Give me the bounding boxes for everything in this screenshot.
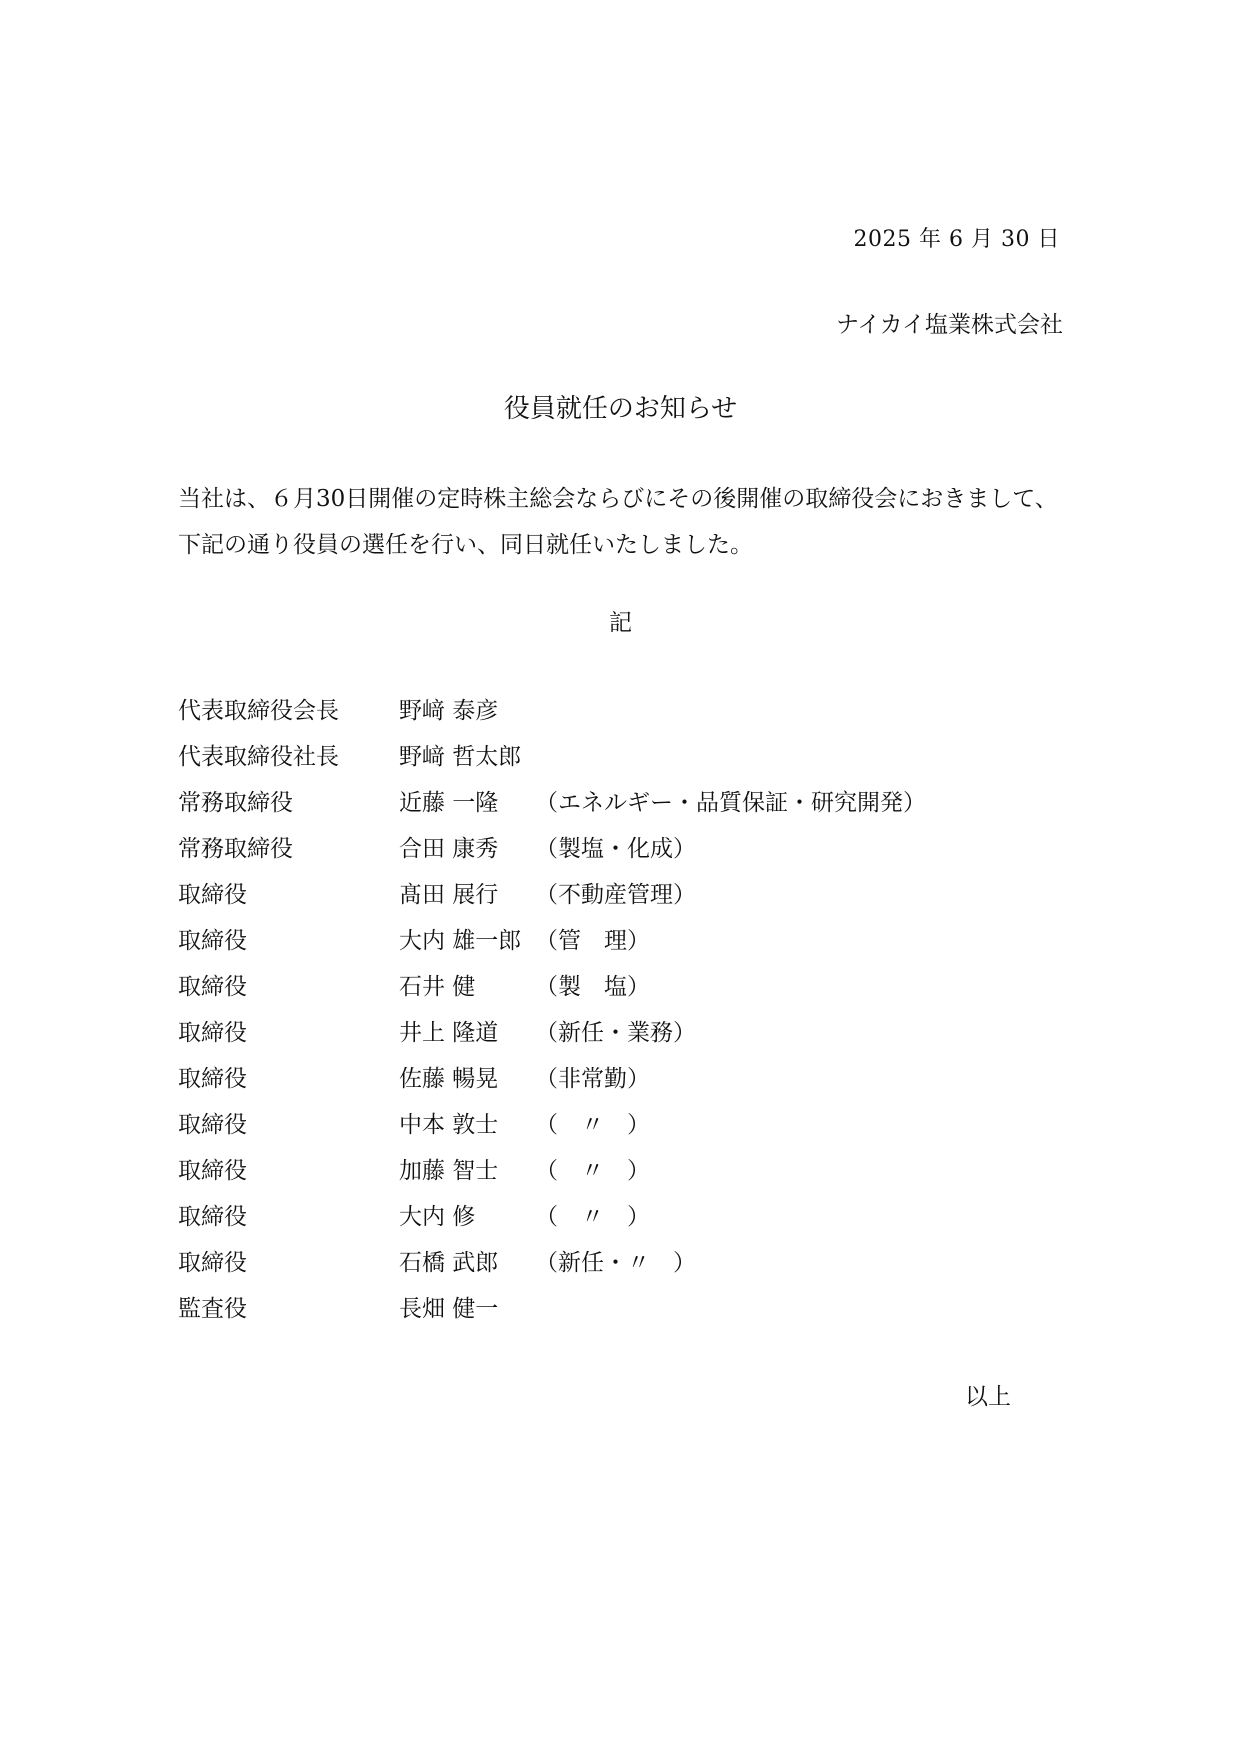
officer-row <box>178 826 978 872</box>
officer-name: 佐藤 暢晃 <box>399 1066 499 1092</box>
officer-role: 取締役 <box>178 928 247 954</box>
officer-name: 石橋 武郎 <box>399 1250 499 1276</box>
officer-name: 野﨑 泰彦 <box>399 698 499 724</box>
officer-name: 野﨑 哲太郎 <box>399 744 522 770</box>
notice-date: 2025 年 6 月 30 日 <box>853 227 1060 252</box>
officer-note: （管 理） <box>535 928 650 954</box>
officer-name: 中本 敦士 <box>399 1112 499 1138</box>
officer-name: 長畑 健一 <box>399 1296 499 1322</box>
officer-role: 取締役 <box>178 1020 247 1046</box>
officer-row <box>178 688 978 734</box>
officer-note: （非常勤） <box>535 1066 650 1092</box>
officer-name: 井上 隆道 <box>399 1020 499 1046</box>
officer-row <box>178 918 978 964</box>
officer-role: 取締役 <box>178 1250 247 1276</box>
closing-mark: 以上 <box>965 1384 1011 1410</box>
officer-name: 髙田 展行 <box>399 882 499 908</box>
officer-row <box>178 734 978 780</box>
officer-role: 代表取締役会長 <box>178 698 339 724</box>
officer-row <box>178 1240 978 1286</box>
officer-note: （新任・業務） <box>535 1020 696 1046</box>
officer-note: （新任・〃 ） <box>535 1250 696 1276</box>
officer-note: （製塩・化成） <box>535 836 696 862</box>
officer-row <box>178 780 978 826</box>
officer-note: （不動産管理） <box>535 882 696 908</box>
officer-row <box>178 872 978 918</box>
intro-paragraph <box>178 476 1078 568</box>
officer-role: 取締役 <box>178 1066 247 1092</box>
officer-row <box>178 1286 978 1332</box>
officer-list <box>178 688 978 1332</box>
officer-row <box>178 1148 978 1194</box>
officer-role: 常務取締役 <box>178 790 293 816</box>
intro-line: 当社は、６月30日開催の定時株主総会ならびにその後開催の取締役会におきまして、 <box>178 486 1058 512</box>
officer-role: 取締役 <box>178 974 247 1000</box>
intro-line: 下記の通り役員の選任を行い、同日就任いたしました。 <box>178 532 753 558</box>
officer-name: 合田 康秀 <box>399 836 499 862</box>
officer-row <box>178 1010 978 1056</box>
officer-row <box>178 1056 978 1102</box>
officer-note: （ 〃 ） <box>535 1112 650 1138</box>
officer-role: 取締役 <box>178 1112 247 1138</box>
company-name: ナイカイ塩業株式会社 <box>835 312 1063 338</box>
officer-note: （製 塩） <box>535 974 650 1000</box>
officer-role: 常務取締役 <box>178 836 293 862</box>
officer-role: 取締役 <box>178 1204 247 1230</box>
officer-row <box>178 1102 978 1148</box>
officer-note: （ 〃 ） <box>535 1158 650 1184</box>
notice-title: 役員就任のお知らせ <box>503 394 738 424</box>
officer-row <box>178 1194 978 1240</box>
officer-name: 加藤 智士 <box>399 1158 499 1184</box>
officer-role: 取締役 <box>178 882 247 908</box>
officer-role: 取締役 <box>178 1158 247 1184</box>
officer-note: （ 〃 ） <box>535 1204 650 1230</box>
officer-role: 代表取締役社長 <box>178 744 339 770</box>
officer-note: （エネルギー・品質保証・研究開発） <box>535 790 926 816</box>
ki-heading: 記 <box>609 610 632 636</box>
officer-name: 近藤 一隆 <box>399 790 499 816</box>
officer-role: 監査役 <box>178 1296 247 1322</box>
officer-row <box>178 964 978 1010</box>
officer-name: 大内 雄一郎 <box>399 928 522 954</box>
officer-name: 大内 修 <box>399 1204 476 1230</box>
officer-name: 石井 健 <box>399 974 476 1000</box>
